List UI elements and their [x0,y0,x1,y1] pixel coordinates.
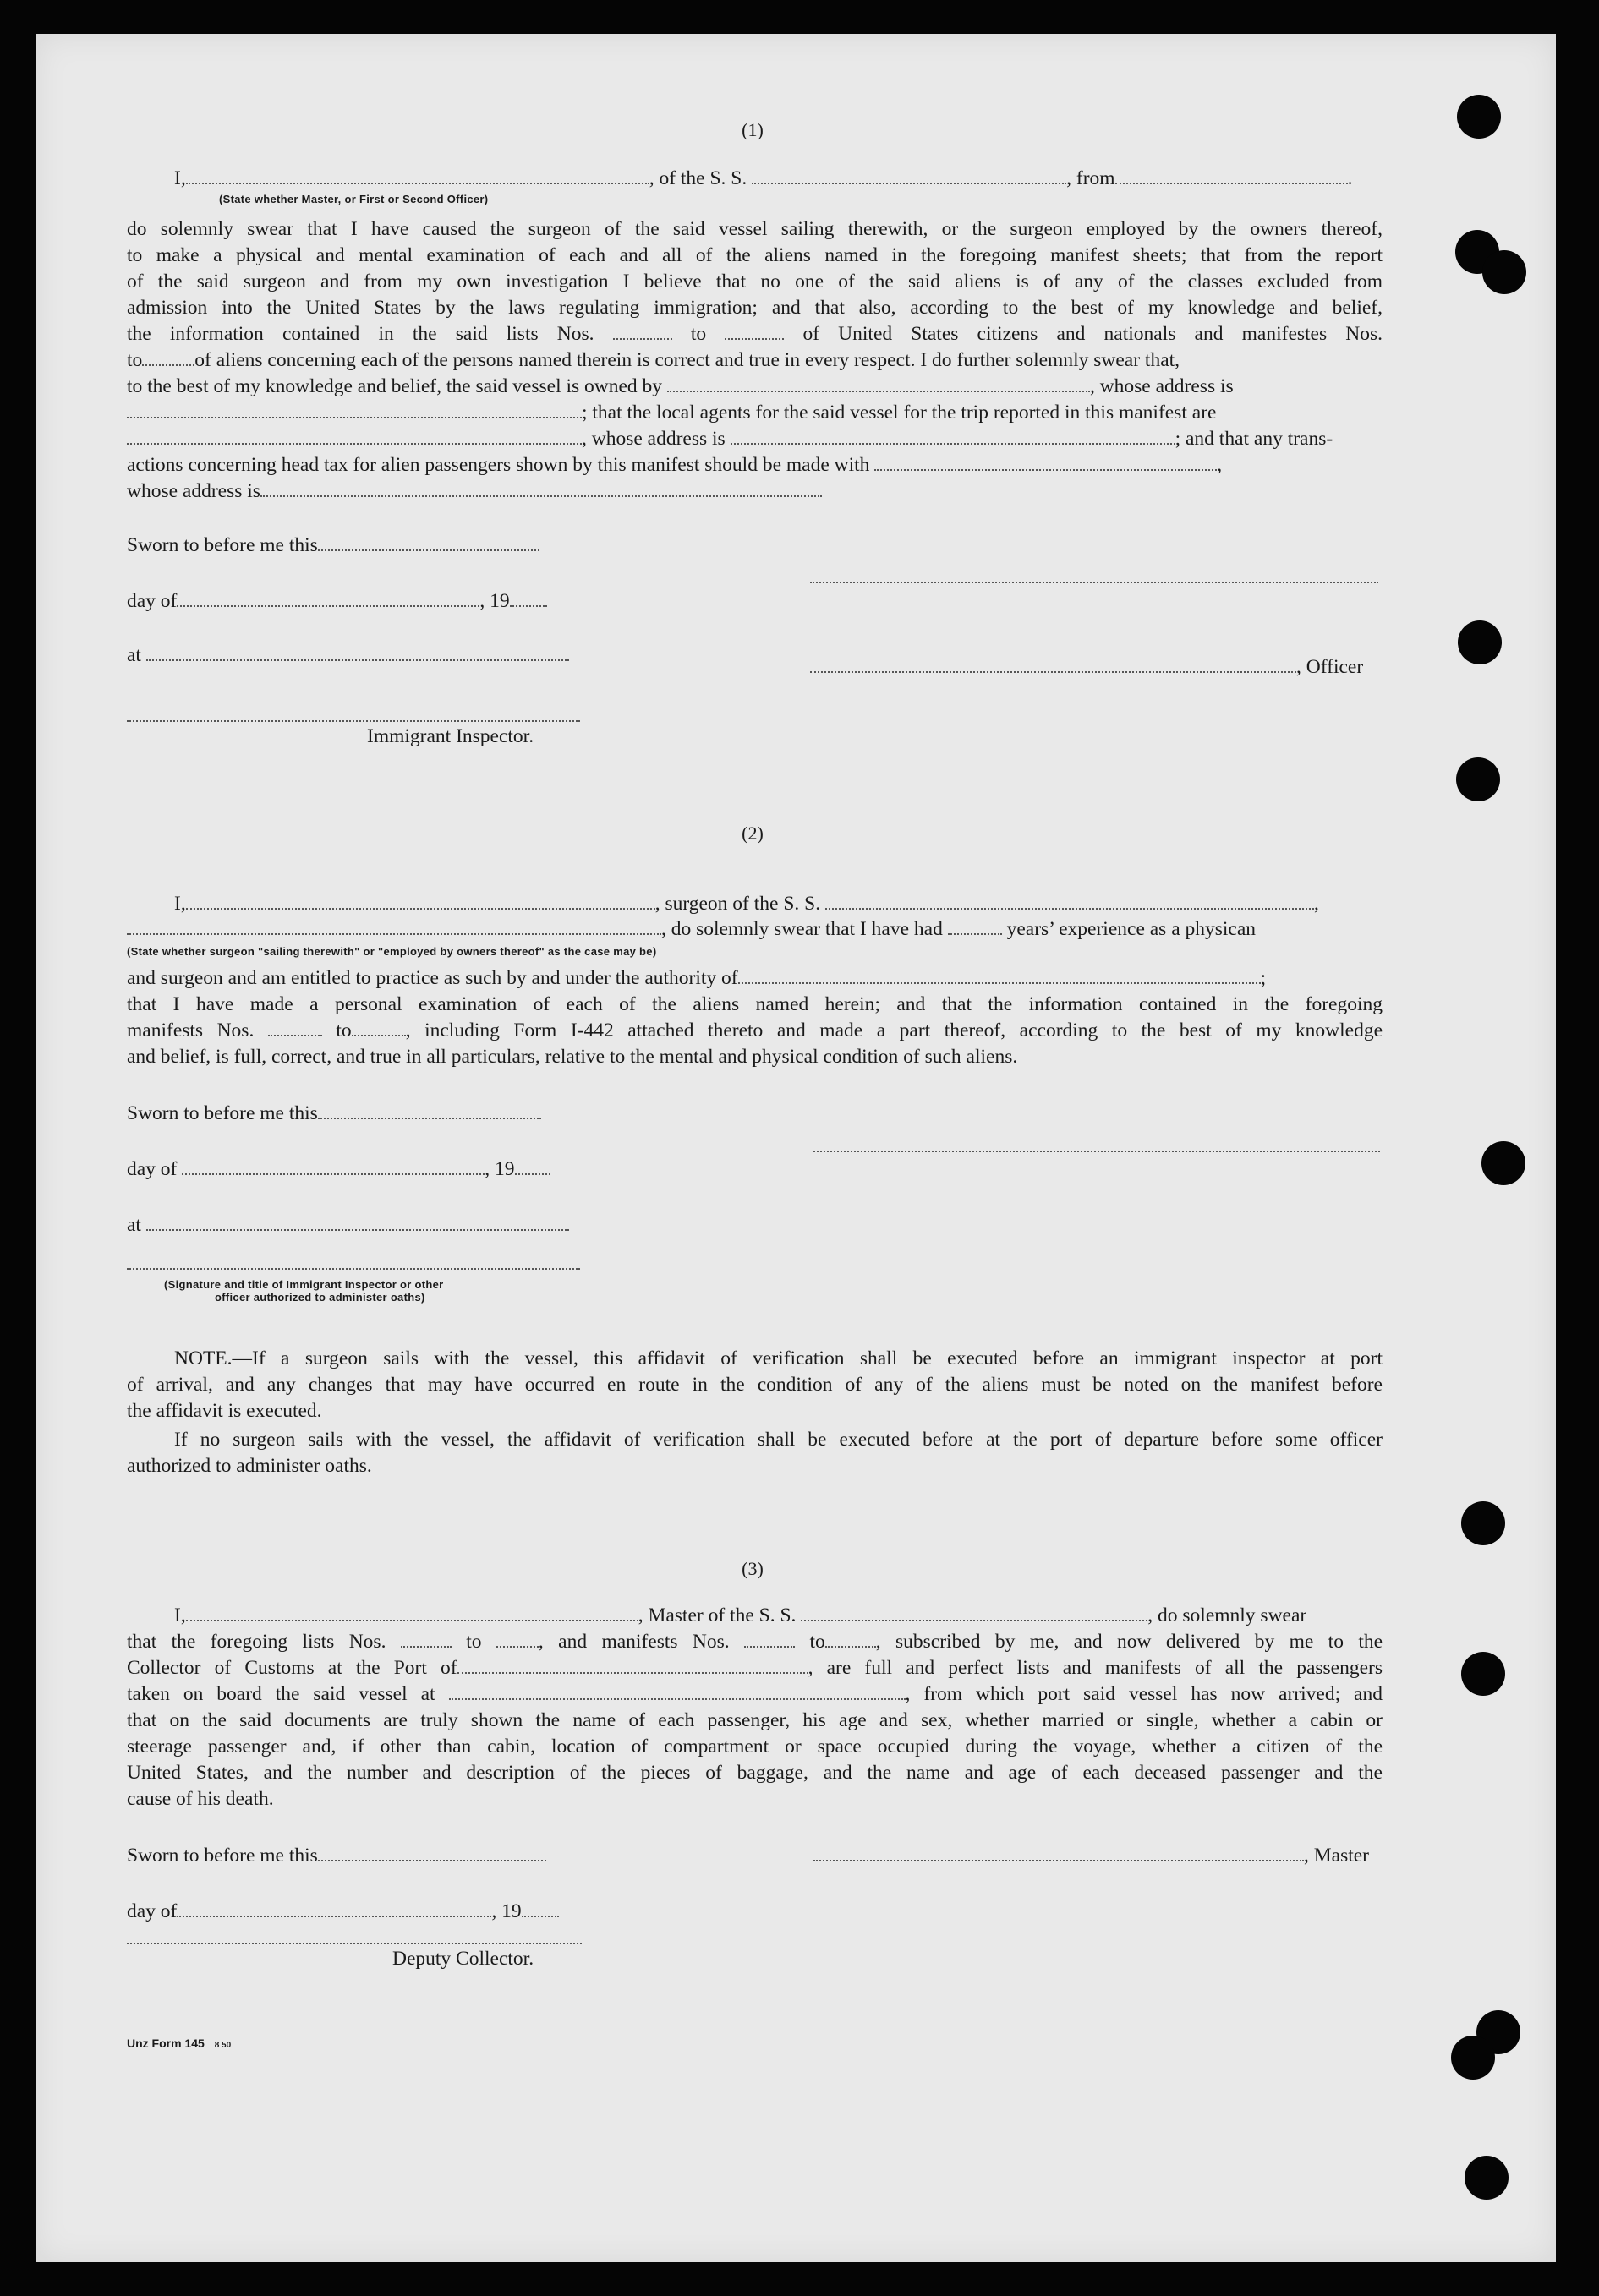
month-field[interactable] [177,1900,491,1917]
master-line [174,1603,1306,1629]
oath-body-line: of the said surgeon and from my own investigation I believe that no one of the said aliens is of any of the classes excluded from [127,271,1383,292]
master-name-field[interactable] [186,1604,638,1621]
day-of-label: day of [127,590,178,612]
location-field[interactable] [146,1213,569,1231]
to-label: to [466,1631,482,1653]
declaration-line: United States, and the number and description of the pieces of baggage, and the name and age of each deceased passenger and the [127,1762,1383,1784]
list-to-field[interactable] [496,1630,539,1648]
vessel-name-field[interactable] [801,1604,1147,1621]
punch-hole [1465,2156,1509,2200]
owner-line [127,374,1383,400]
collector-line [127,1655,1383,1681]
owner-label: to the best of my knowledge and belief, the said vessel is owned by [127,375,663,397]
lists-label: the information contained in the said lists Nos. [127,323,594,345]
sworn-label: Sworn to before me this [127,1845,318,1867]
list-from-field[interactable] [401,1630,452,1648]
head-tax-address-field[interactable] [260,479,822,497]
sworn-label: Sworn to before me this [127,534,318,556]
sworn-label: Sworn to before me this [127,1102,318,1124]
sworn-line [127,1843,546,1869]
of-ss-label: , of the S. S. [649,167,747,189]
citizen-list-to-field[interactable] [725,322,784,340]
pronoun-label: I, [174,1604,186,1626]
master-signature-line [813,1843,1369,1869]
port-field[interactable] [457,1656,808,1674]
signature-note: officer authorized to administer oaths) [215,1291,425,1304]
vessel-name-field[interactable] [752,167,1066,184]
swear-label: , do solemnly swear that I have had [661,918,943,940]
vessel-owner-field[interactable] [667,374,1090,392]
at-label: at [127,1214,141,1236]
officer-name-field[interactable] [186,167,649,184]
collector-label: Collector of Customs at the Port of [127,1657,457,1679]
manifest-from-field[interactable] [268,1019,322,1036]
owner-address-field[interactable] [127,401,582,418]
month-field[interactable] [182,1157,485,1175]
experience-label: years’ experience as a physican [1006,918,1257,940]
deputy-collector-label: Deputy Collector. [392,1948,534,1970]
officer-signature-field[interactable] [810,655,1296,673]
alien-list-to-field[interactable] [142,348,194,366]
day-of-line [127,588,547,615]
years-field[interactable] [948,917,1002,935]
manifests-line [127,1018,1383,1044]
surgeon-status-note: (State whether surgeon "sailing therewith" or "employed by owners thereof" as the case may be) [127,945,657,958]
authority-line [127,965,1266,992]
whose-address-label: whose address is [127,480,260,502]
surgeon-status-field[interactable] [127,917,661,935]
master-statement-line: I, , of the S. S. , from . [174,167,1353,189]
form-identifier [127,2031,231,2058]
immigrant-inspector-label: Immigrant Inspector. [367,725,534,747]
vessel-name-field[interactable] [825,892,1314,910]
form-date: 8 50 [214,2041,232,2050]
swear-label: , do solemnly swear [1147,1604,1307,1626]
arrived-label: , from which port said vessel has now arrived; and [905,1683,1383,1705]
local-agents-field[interactable] [127,427,582,445]
belief-line: and belief, is full, correct, and true in all particulars, relative to the mental and physical condition of such aliens. [127,1046,1018,1068]
at-line [127,642,569,669]
section-2-heading: (2) [742,823,764,844]
declaration-line: cause of his death. [127,1788,274,1810]
comma: , [1217,454,1223,476]
head-tax-line [127,452,1222,478]
manifest-from-field[interactable] [744,1630,795,1648]
manifest-to-field[interactable] [825,1630,876,1648]
surgeon-of-label: , surgeon of the S. S. [654,893,821,915]
form-page [36,34,1556,2262]
note-line: authorized to administer oaths. [127,1455,372,1477]
to-label: to [809,1631,825,1653]
citizen-manifest-label: of United States citizens and nationals and manifestes Nos. [802,323,1383,345]
note-line: NOTE.—If a surgeon sails with the vessel, this affidavit of verification shall be executed before an immigrant inspector at port [174,1348,1383,1369]
day-of-line [127,1899,559,1925]
lists-line [127,321,1383,347]
agents-address-label: , whose address is [582,428,726,450]
head-tax-contact-field[interactable] [874,453,1217,471]
passengers-label: , are full and perfect lists and manifests of all the passengers [808,1657,1383,1679]
day-of-label: day of [127,1900,178,1922]
surgeon-signature-field[interactable] [813,1151,1380,1152]
master-signature-field[interactable] [813,1844,1304,1861]
comma: , [1313,893,1319,915]
from-label: , from [1066,167,1115,189]
year-field[interactable] [522,1900,559,1917]
surgeon-line [174,891,1319,917]
day-of-label: day of [127,1158,178,1180]
at-line [127,1212,569,1238]
officer-rank-note: (State whether Master, or First or Second Officer) [219,193,489,205]
head-tax-label: actions concerning head tax for alien passengers shown by this manifest should be made with [127,454,870,476]
master-label: , Master [1304,1845,1370,1867]
year-field[interactable] [510,589,547,607]
punch-hole [1457,95,1501,139]
authority-label: and surgeon and am entitled to practice as such by and under the authority of [127,967,738,989]
at-label: at [127,644,141,666]
sworn-date-field[interactable] [318,533,539,551]
departure-port-field[interactable] [1115,167,1348,184]
lists-label: that the foregoing lists Nos. [127,1631,386,1653]
local-agents-label: ; that the local agents for the said vessel for the trip reported in this manifest are [582,402,1217,424]
agents-address-line [127,426,1333,452]
authority-field[interactable] [738,966,1261,984]
note-line: of arrival, and any changes that may have occurred en route in the condition of any of the aliens must be noted on the manifest before [127,1374,1383,1396]
year-label: , 19 [479,590,510,612]
master-signature-field[interactable] [810,582,1378,583]
officer-line [810,654,1363,681]
officer-label: , Officer [1296,656,1364,678]
punch-hole [1451,2036,1495,2080]
punch-hole [1481,1141,1525,1185]
sworn-line [127,533,539,559]
year-label: , 19 [485,1158,515,1180]
alien-list-text: of aliens concerning each of the persons named therein is correct and true in every respect. I do further solemnly swear that, [194,349,1180,371]
inspector-signature-field[interactable] [127,720,580,722]
agents-address-field[interactable] [731,427,1175,445]
deputy-collector-signature-field[interactable] [127,1943,582,1944]
form-number: Unz Form 145 [127,2036,205,2050]
month-field[interactable] [177,589,479,607]
citizen-list-from-field[interactable] [613,322,672,340]
to-label: to [690,323,707,345]
signature-note: (Signature and title of Immigrant Inspector or other [164,1278,444,1291]
agents-line [127,400,1216,426]
delivered-label: , subscribed by me, and now delivered by me to the [875,1631,1383,1653]
pronoun-label: I, [174,893,186,915]
form-i442-label: , including Form I-442 attached thereto and made a part thereof, according to the best of my knowledge [405,1020,1383,1041]
sworn-date-field[interactable] [318,1844,546,1861]
administering-officer-signature-field[interactable] [127,1268,580,1270]
boarding-port-field[interactable] [449,1682,906,1700]
note-line: the affidavit is executed. [127,1400,322,1422]
master-of-label: , Master of the S. S. [638,1604,797,1626]
semicolon: ; [1260,967,1267,989]
surgeon-name-field[interactable] [186,892,655,910]
oath-body-line: admission into the United States by the laws regulating immigration; and that also, according to the best of my knowledge and belief, [127,297,1383,319]
punch-hole [1458,620,1502,664]
declaration-line: that on the said documents are truly shown the name of each passenger, his age and sex, whether married or single, whether a cabin or [127,1709,1383,1731]
alien-list-line [127,347,1383,374]
examination-line: that I have made a personal examination of each of the aliens named herein; and that the information contained in the foregoing [127,993,1383,1015]
lists-line [127,1629,1383,1655]
taken-line [127,1681,1383,1708]
punch-hole [1461,1501,1505,1545]
punch-hole [1461,1652,1505,1696]
trans-label: ; and that any trans- [1175,428,1333,450]
manifest-to-field[interactable] [352,1019,406,1036]
oath-body-line: do solemnly swear that I have caused the surgeon of the said vessel sailing therewith, or the surgeon employed by the owners thereof, [127,218,1383,240]
location-field[interactable] [146,643,569,661]
year-label: , 19 [491,1900,522,1922]
manifests-label: , and manifests Nos. [538,1631,730,1653]
owner-address-label: , whose address is [1089,375,1234,397]
manifests-label: manifests Nos. [127,1020,255,1041]
punch-hole [1456,757,1500,801]
oath-body-line: to make a physical and mental examination of each and all of the aliens named in the foregoing manifest sheets; that from the report [127,244,1383,266]
sworn-date-field[interactable] [318,1102,541,1119]
day-of-line [127,1156,550,1183]
taken-label: taken on board the said vessel at [127,1683,435,1705]
declaration-line: steerage passenger and, if other than cabin, location of compartment or space occupied during the voyage, whether a citizen of the [127,1736,1383,1758]
sworn-line [127,1101,541,1127]
pronoun-label: I, [174,167,186,189]
whose-address-line [127,478,822,505]
note-line: If no surgeon sails with the vessel, the affidavit of verification shall be executed before at the port of departure before some officer [174,1429,1383,1451]
punch-hole [1482,250,1526,294]
section-1-heading: (1) [742,119,764,140]
year-field[interactable] [515,1157,550,1175]
section-3-heading: (3) [742,1558,764,1579]
to-label: to [127,349,143,371]
to-label: to [336,1020,352,1041]
